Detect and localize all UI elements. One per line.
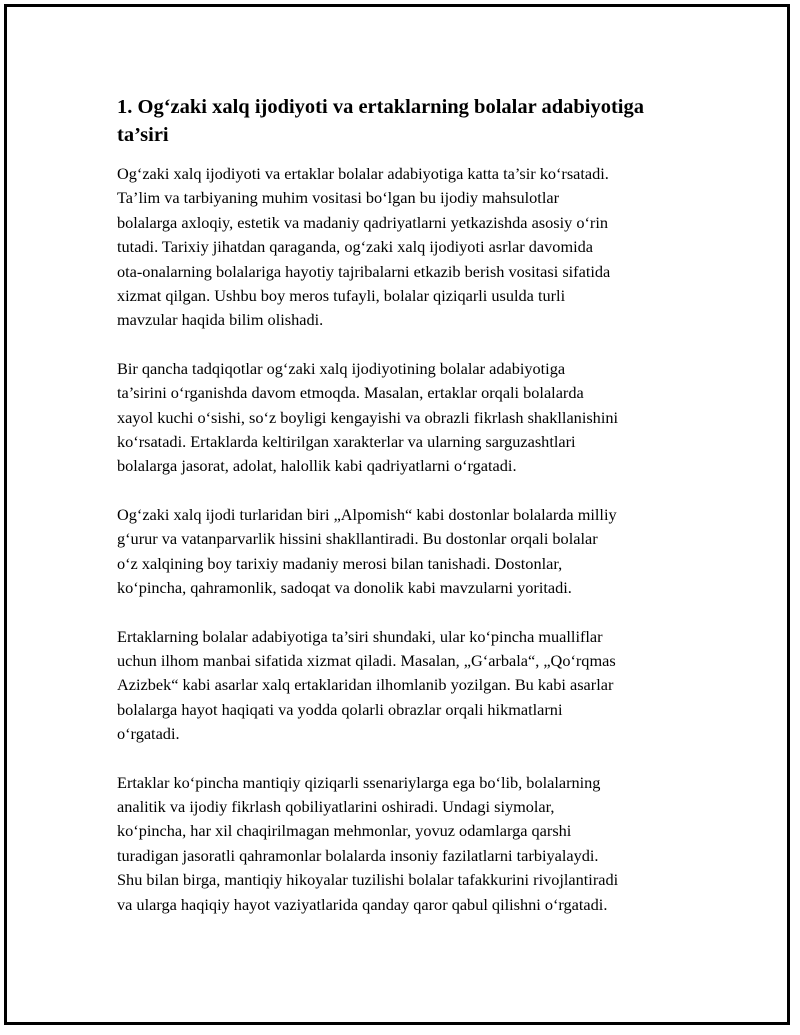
paragraph-5: Ertaklar ko‘pincha mantiqiy qiziqarli ssenariylarga ega bo‘lib, bolalarning analitik va ijodiy fikrlash qobiliyatlarini oshiradi. Undagi siymolar, ko‘pincha, har xil chaqirilmagan mehmonlar, yovuz odamlarga qarshi turadigan jasoratli qahramonlar bolalarda insoniy fazilatlarni tarbiyalaydi. Shu bilan birga, mantiqiy hikoyalar tuzilishi bolalar tafakkurini rivojlantiradi va ularga haqiqiy hayot vaziyatlarida qanday qaror qabul qilishni o‘rgatadi. xyxy=(117,772,619,914)
paragraph-3: Og‘zaki xalq ijodi turlaridan biri „Alpomish“ kabi dostonlar bolalarda milliy g‘urur va vatanparvarlik hissini shakllantiradi. Bu dostonlar orqali bolalar o‘z xalqining boy tarixiy madaniy merosi bilan tanishadi. Dostonlar, ko‘pincha, qahramonlik, sadoqat va donolik kabi mavzularni yoritadi. xyxy=(117,504,617,598)
paragraph-1: Og‘zaki xalq ijodiyoti va ertaklar bolalar adabiyotiga katta ta’sir ko‘rsatadi. Ta’lim va tarbiyaning muhim vositasi bo‘lgan bu ijodiy mahsulotlar bolalarga axloqiy, estetik va madaniy qadriyatlarni yetkazishda asosiy o‘rin tutadi. Tarixiy jihatdan qaraganda, og‘zaki xalq ijodiyoti asrlar davomida ota-onalarning bolalariga hayotiy tajribalarni etkazib berish vositasi sifatida xizmat qilgan. Ushbu boy meros tufayli, bolalar qiziqarli usulda turli mavzular haqida bilim olishadi. xyxy=(117,164,611,330)
paragraph-2: Bir qancha tadqiqotlar og‘zaki xalq ijodiyotining bolalar adabiyotiga ta’sirini o‘rganishda davom etmoqda. Masalan, ertaklar orqali bolalarda xayol kuchi o‘sishi, so‘z boyligi kengayishi va obrazli fikrlash shakllanishini ko‘rsatadi. Ertaklarda keltirilgan xarakterlar va ularning sarguzashtlari bolalarga jasorat, adolat, halollik kabi qadriyatlarni o‘rgatadi. xyxy=(117,358,619,476)
section-heading: 1. Og‘zaki xalq ijodiyoti va ertaklarning bolalar adabiyotiga ta’siri xyxy=(117,96,644,146)
document-body xyxy=(117,93,687,941)
paragraph-4: Ertaklarning bolalar adabiyotiga ta’siri shundaki, ular ko‘pincha mualliflar uchun ilhom manbai sifatida xizmat qiladi. Masalan, „G‘arbala“, „Qo‘rqmas Azizbek“ kabi asarlar xalq ertaklaridan ilhomlanib yozilgan. Bu kabi asarlar bolalarga hayot haqiqati va yodda qolarli obrazlar orqali hikmatlarni o‘rgatadi. xyxy=(117,626,616,744)
